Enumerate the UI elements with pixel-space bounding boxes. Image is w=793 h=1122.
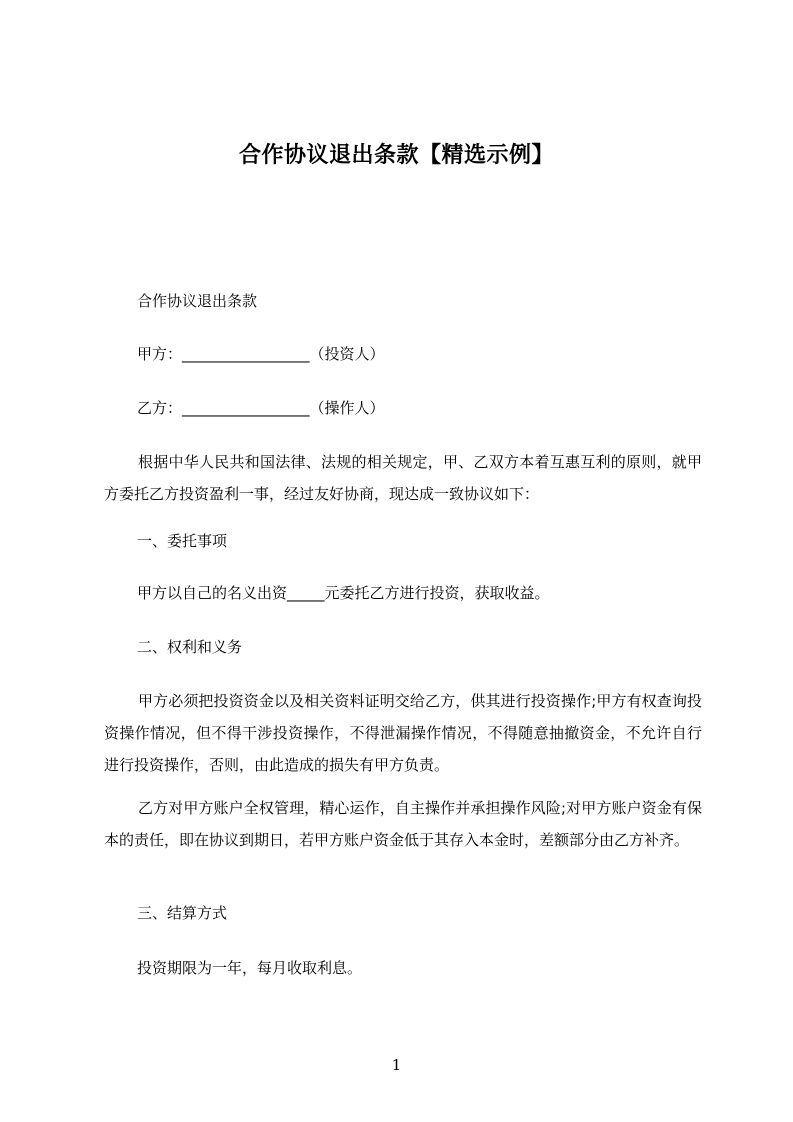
page-number: 1 [391,1056,402,1074]
document-subtitle: 合作协议退出条款 [137,292,258,310]
section-3-text: 投资期限为一年，每月收取利息。 [137,959,363,977]
section-1-text: 甲方以自己的名义出资_____元委托乙方进行投资，获取收益。 [137,584,550,602]
section-3-heading: 三、结算方式 [137,904,228,922]
section-2-paragraph-1: 甲方必须把投资资金以及相关资料证明交给乙方，供其进行投资操作;甲方有权查询投资操作情况，但不得干涉投资操作，不得泄漏操作情况，不得随意抽撤资金，不允许自行进行投资操作，否则，由此造成的损失有甲方负责。 [104,692,702,774]
document-title: 合作协议退出条款【精选示例】 [238,143,554,168]
intro-paragraph: 根据中华人民共和国法律、法规的相关规定，甲、乙双方本着互惠互利的原则，就甲方委托乙方投资盈利一事，经过友好协商，现达成一致协议如下： [104,453,702,503]
party-b-line: 乙方：_________________（操作人） [137,399,385,417]
section-1-heading: 一、委托事项 [137,532,228,550]
section-2-heading: 二、权利和义务 [137,638,243,656]
party-a-line: 甲方：_________________（投资人） [137,345,385,363]
section-2-paragraph-2: 乙方对甲方账户全权管理，精心运作，自主操作并承担操作风险;对甲方账户资金有保本的责任，即在协议到期日，若甲方账户资金低于其存入本金时，差额部分由乙方补齐。 [104,799,702,849]
